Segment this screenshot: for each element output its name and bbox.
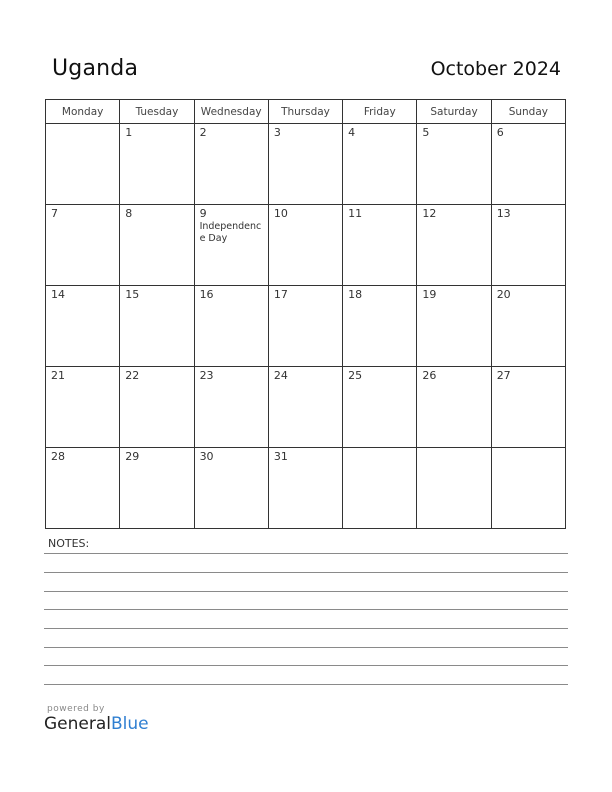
day-cell [268,367,342,448]
day-number: 24 [273,369,288,382]
day-cell [491,205,565,286]
day-number: 21 [51,369,65,382]
day-cell [194,448,268,529]
day-cell [491,448,565,529]
note-line [44,609,568,610]
week-row [46,448,566,529]
week-row [46,367,566,448]
weekday-header: Wednesday [194,100,268,124]
weekday-header: Saturday [417,100,491,124]
day-number: 14 [51,288,65,301]
day-number: 28 [51,450,65,463]
day-cell [46,367,120,448]
note-line [44,591,568,592]
day-cell [343,448,417,529]
week-row [46,124,566,205]
day-number: 30 [199,450,214,463]
day-number: 23 [199,369,214,382]
weekday-header: Thursday [268,100,342,124]
day-cell [194,205,268,286]
note-line [44,665,568,666]
day-cell [417,124,491,205]
day-number: 7 [51,207,58,220]
day-number: 20 [496,288,511,301]
day-cell [343,367,417,448]
day-cell [343,205,417,286]
week-row [46,286,566,367]
powered-by-text: powered by [47,704,105,714]
weekday-header: Monday [46,100,120,124]
day-cell [46,448,120,529]
month-title: October 2024 [430,58,561,80]
country-title: Uganda [52,56,139,81]
brand-name [44,714,149,734]
day-number: 16 [199,288,214,301]
day-number: 1 [125,126,133,139]
day-cell [46,124,120,205]
day-cell [268,286,342,367]
day-number: 22 [125,369,140,382]
weekday-header: Sunday [491,100,565,124]
day-cell [417,367,491,448]
day-cell [46,205,120,286]
note-line [44,572,568,573]
day-number: 8 [125,207,133,220]
weekday-header: Friday [343,100,417,124]
note-line [44,553,568,554]
day-number: 4 [348,126,356,139]
day-cell [491,286,565,367]
day-cell [120,205,194,286]
day-cell [343,124,417,205]
day-number: 31 [273,450,288,463]
day-number: 27 [496,369,511,382]
day-cell [120,124,194,205]
day-cell [194,286,268,367]
day-cell [120,448,194,529]
day-cell [417,286,491,367]
day-number: 3 [273,126,281,139]
day-cell [417,205,491,286]
day-number: 17 [273,288,288,301]
day-number: 29 [125,450,140,463]
day-cell [343,286,417,367]
day-number: 12 [422,207,437,220]
day-cell [194,367,268,448]
brand-name-blue: Blue [111,714,149,734]
note-line [44,684,568,685]
day-number: 13 [496,207,511,220]
day-number: 25 [348,369,363,382]
weekday-header: Tuesday [120,100,194,124]
day-number: 19 [422,288,437,301]
day-cell [46,286,120,367]
day-cell [120,367,194,448]
day-cell [120,286,194,367]
day-cell [268,124,342,205]
day-cell [268,448,342,529]
day-cell [194,124,268,205]
day-cell [268,205,342,286]
day-number: 26 [422,369,437,382]
day-cell [491,124,565,205]
day-number: 11 [348,207,363,220]
week-row [46,205,566,286]
notes-label: NOTES: [48,537,90,550]
day-number: 5 [422,126,430,139]
holiday-label: Independence Day [199,221,262,244]
day-number: 10 [273,207,288,220]
note-line [44,647,568,648]
brand-logo [44,704,149,734]
day-number: 9 [199,207,207,220]
day-number: 2 [199,126,207,139]
day-cell [491,367,565,448]
day-number: 15 [125,288,140,301]
day-number: 18 [348,288,363,301]
day-cell [417,448,491,529]
note-line [44,628,568,629]
calendar-grid [45,99,566,529]
brand-name-general: General [44,714,111,734]
weekday-header-row [46,100,566,124]
day-number: 6 [496,126,504,139]
